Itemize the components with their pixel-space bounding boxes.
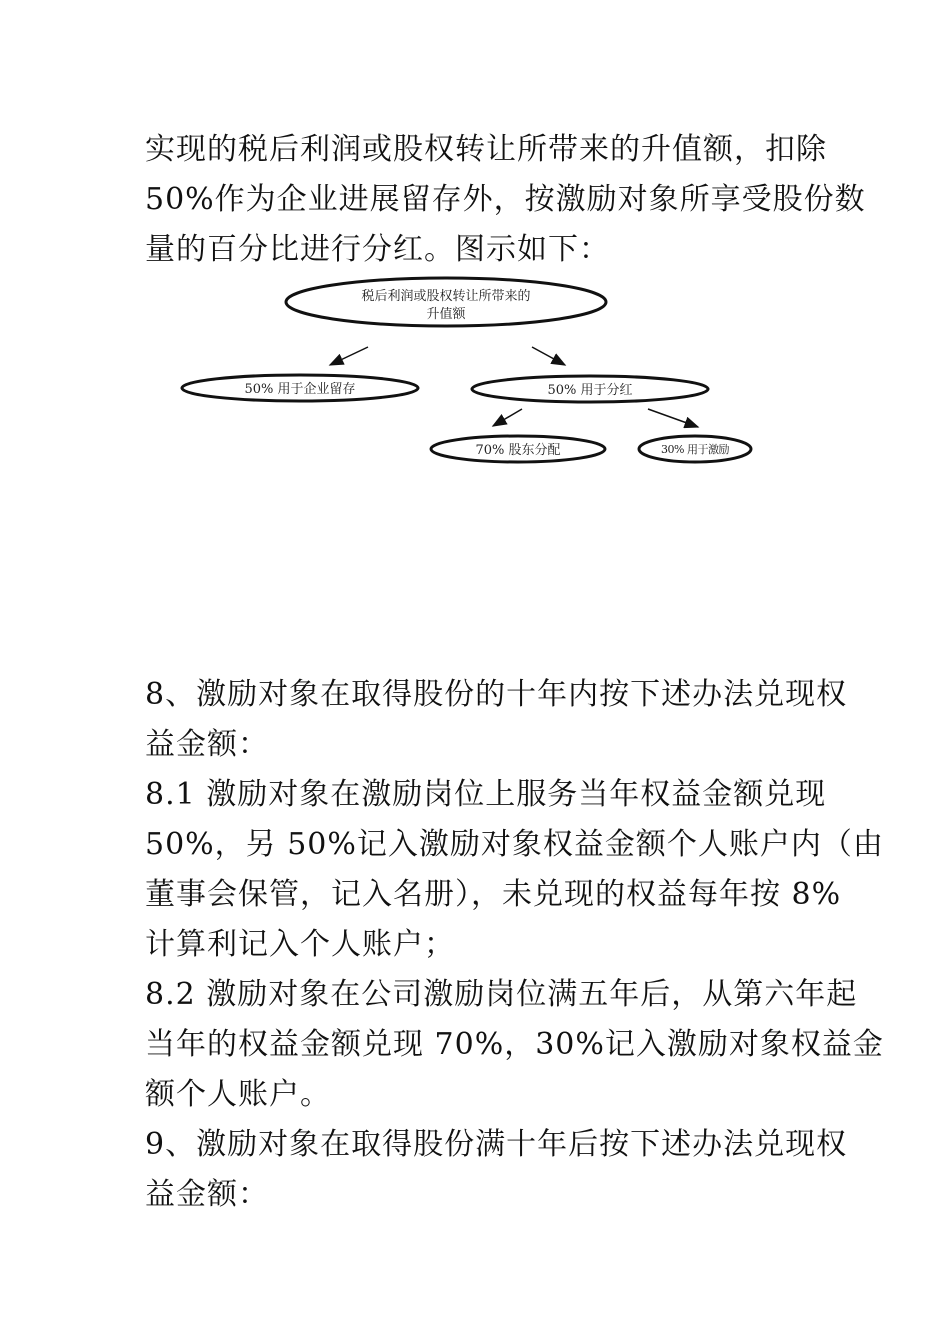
text-line: 益金额： [145,727,269,762]
text-line: 益金额： [145,1177,269,1212]
arrow-to-incentive [648,409,698,427]
text-line: 董事会保管，记入名册），未兑现的权益每年按 8% [145,877,842,912]
text-line: 8、激励对象在取得股份的十年内按下述办法兑现权 [145,677,848,712]
root-label-line2: 升值额 [426,307,466,322]
arrow-to-right [532,347,565,365]
dividend-label: 50% 用于分红 [547,383,633,398]
text-line: 8.2 激励对象在公司激励岗位满五年后，从第六年起 [145,977,858,1012]
arrow-to-left [330,347,368,365]
incentive-node [639,436,751,462]
text-line: 当年的权益金额兑现 70%，30%记入激励对象权益金 [145,1027,884,1062]
root-label-line1: 税后利润或股权转让所带来的 [361,289,531,304]
text-line: 计算利记入个人账户； [145,927,455,962]
text-line: 额个人账户。 [145,1077,331,1112]
dividend-node [472,376,708,402]
text-line: 量的百分比进行分红。图示如下： [145,232,610,267]
root-node [286,278,606,326]
arrow-to-shareholders [493,409,522,426]
retain-label: 50% 用于企业留存 [244,382,356,397]
text-line: 50%，另 50%记入激励对象权益金额个人账户内（由 [145,827,884,862]
distribution-diagram [170,275,770,475]
text-line: 8.1 激励对象在激励岗位上服务当年权益金额兑现 [145,777,827,812]
incentive-label: 30% 用于激励 [661,443,729,456]
shareholders-label: 70% 股东分配 [475,443,561,458]
body-paragraph [145,670,884,1220]
text-line: 9、激励对象在取得股份满十年后按下述办法兑现权 [145,1127,848,1162]
text-line: 50%作为企业进展留存外，按激励对象所享受股份数 [145,182,866,217]
retain-node [182,375,418,401]
text-line: 实现的税后利润或股权转让所带来的升值额，扣除 [145,132,827,167]
shareholders-node [431,436,605,462]
intro-paragraph [145,125,866,275]
